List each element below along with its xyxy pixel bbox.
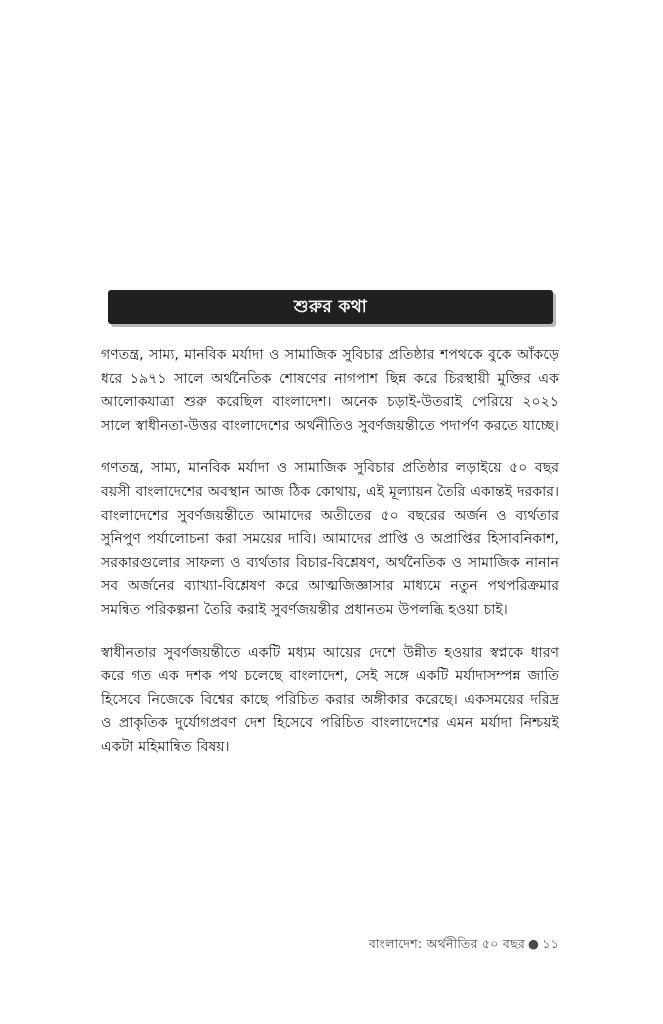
body-text-block [101,344,559,760]
footer-book-title: বাংলাদেশ: অর্থনীতির ৫০ বছর [368,936,526,951]
body-paragraph-1: গণতন্ত্র, সাম্য, মানবিক মর্যাদা ও সামাজিক সুবিচার প্রতিষ্ঠার শপথকে বুকে আঁকড়ে ধরে ১৯৭১ সালে অর্থনৈতিক শোষণের নাগপাশ ছিন্ন করে চিরস্থায়ী মুক্তির এক আলোকযাত্রা শুরু করেছিল বাংলাদেশ। অনেক চড়াই-উতরাই পেরিয়ে ২০২১ সালে স্বাধীনতা-উত্তর বাংলাদেশের অর্থনীতিও সুবর্ণজয়ন্তীতে পদার্পণ করতে যাচ্ছে। [101,347,559,434]
body-paragraph-3: স্বাধীনতার সুবর্ণজয়ন্তীতে একটি মধ্যম আয়ের দেশে উন্নীত হওয়ার স্বপ্নকে ধারণ করে গত এক দশক পথ চলেছে বাংলাদেশ, সেই সঙ্গে একটি মর্যাদাসম্পন্ন জাতি হিসেবে নিজেকে বিশ্বের কাছে পরিচিত করার অঙ্গীকার করেছে। একসময়ের দরিদ্র ও প্রাকৃতিক দুর্যোগপ্রবণ দেশ হিসেবে পরিচিত বাংলাদেশের এমন মর্যাদা নিশ্চয়ই একটা মহিমান্বিত বিষয়। [101,644,559,755]
chapter-heading-bar [108,290,553,324]
footer-separator-bullet: ● [528,936,540,951]
chapter-heading-plate [108,290,553,324]
body-paragraph-2: গণতন্ত্র, সাম্য, মানবিক মর্যাদা ও সামাজিক সুবিচার প্রতিষ্ঠার লড়াইয়ে ৫০ বছর বয়সী বাংলাদেশের অবস্থান আজ ঠিক কোথায়, এই মূল্যায়ন তৈরি একান্তই দরকার। বাংলাদেশের সুবর্ণজয়ন্তীতে আমাদের অতীতের ৫০ বছরের অর্জন ও ব্যর্থতার সুনিপুণ পর্যালোচনা করা সময়ের দাবি। আমাদের প্রাপ্তি ও অপ্রাপ্তির হিসাবনিকাশ, সরকারগুলোর সাফল্য ও ব্যর্থতার বিচার-বিশ্লেষণ, অর্থনৈতিক ও সামাজিক নানান সব অর্জনের ব্যাখ্যা-বিশ্লেষণ করে আত্মজিজ্ঞাসার মাধ্যমে নতুন পথপরিক্রমার সমন্বিত পরিকল্পনা তৈরি করাই সুবর্ণজয়ন্তীর প্রধানতম উপলব্ধি হওয়া চাই। [101,460,559,618]
chapter-heading-text: শুরুর কথা [293,296,368,317]
page-footer [101,936,559,956]
footer-page-number: ১১ [542,936,559,951]
